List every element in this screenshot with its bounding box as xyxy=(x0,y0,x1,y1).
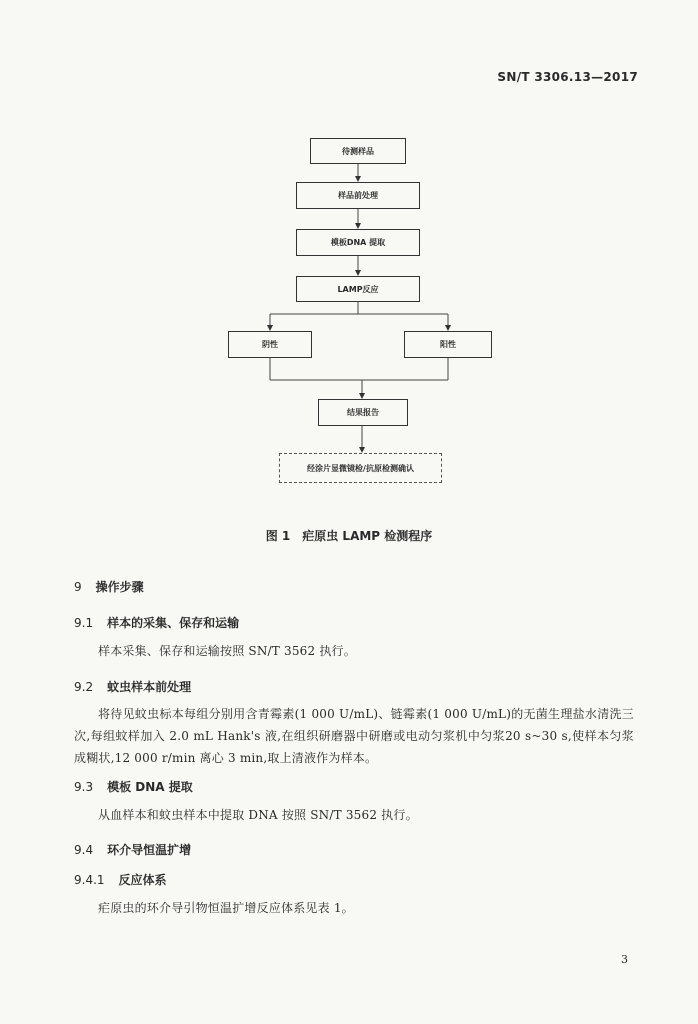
section-9-4-heading xyxy=(74,841,191,858)
section-9-4-1-text: 疟原虫的环介导引物恒温扩增反应体系见表 1。 xyxy=(98,901,354,915)
section-number: 9.3 xyxy=(74,780,94,794)
section-number: 9.4.1 xyxy=(74,873,105,887)
section-9-1-heading xyxy=(74,614,239,631)
figure-caption: 图 1 疟原虫 LAMP 检测程序 xyxy=(265,529,433,543)
flow-step-confirm: 经涂片显微镜检/抗原检测确认 xyxy=(279,453,442,483)
flow-step-lamp: LAMP反应 xyxy=(296,276,420,302)
section-number: 9.1 xyxy=(74,616,94,630)
section-title: 操作步骤 xyxy=(95,580,144,594)
flow-step-pretreatment: 样品前处理 xyxy=(296,182,420,209)
section-title: 样本的采集、保存和运输 xyxy=(107,616,240,630)
section-9-2-text: 将待见蚊虫标本每组分别用含青霉素(1 000 U/mL)、链霉素(1 000 U/mL)的无菌生理盐水清洗三次,每组蚊样加入 2.0 mL Hank's 液,在组织研磨器中研磨或电动匀浆机中匀浆20 s~30 s,使样本匀浆成糊状,12 000 r/min 离心 3 min,取上清液作为样本。 xyxy=(74,707,634,765)
section-title: 环介导恒温扩增 xyxy=(107,843,192,857)
document-id: SN/T 3306.13—2017 xyxy=(497,70,638,84)
section-9-2-heading xyxy=(74,678,191,695)
flow-step-sample: 待测样品 xyxy=(310,138,406,164)
section-number: 9 xyxy=(74,580,82,594)
section-9-3-text: 从血样本和蚊虫样本中提取 DNA 按照 SN/T 3562 执行。 xyxy=(98,808,418,822)
section-9-4-1-heading xyxy=(74,871,167,888)
section-9-3-heading xyxy=(74,778,193,795)
flow-step-report: 结果报告 xyxy=(318,399,408,426)
section-9-1-text: 样本采集、保存和运输按照 SN/T 3562 执行。 xyxy=(98,644,356,658)
section-number: 9.4 xyxy=(74,843,94,857)
page-number: 3 xyxy=(621,953,628,966)
section-title: 蚊虫样本前处理 xyxy=(107,680,192,694)
flow-step-dna-extraction: 模板DNA 提取 xyxy=(296,229,420,256)
section-9-heading xyxy=(74,578,144,595)
section-title: 反应体系 xyxy=(118,873,167,887)
section-title: 模板 DNA 提取 xyxy=(107,780,193,794)
flow-result-negative: 阴性 xyxy=(228,331,312,358)
section-number: 9.2 xyxy=(74,680,94,694)
flow-result-positive: 阳性 xyxy=(404,331,492,358)
